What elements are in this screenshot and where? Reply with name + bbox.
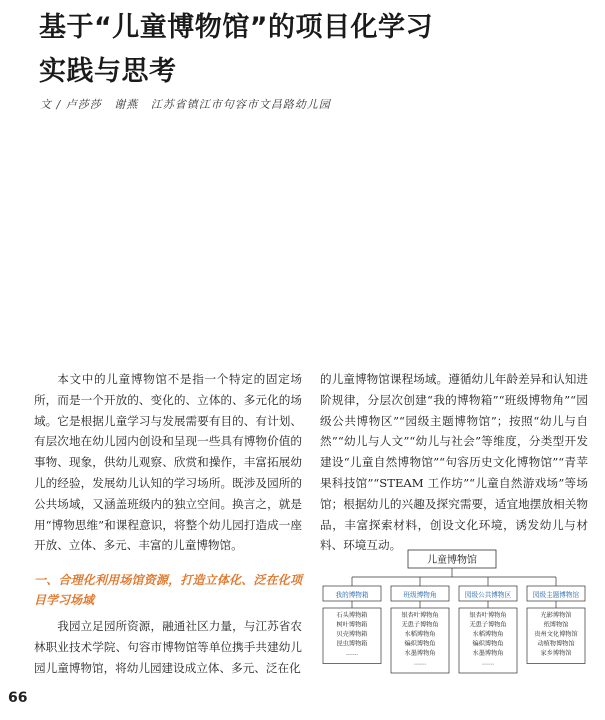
- diagram-item-label: 水稻博物角: [472, 631, 504, 638]
- paragraph-intro: 本文中的儿童博物馆不是指一个特定的固定场所，而是一个开放的、变化的、立体的、多元化的场域。它是根据儿童学习与发展需要有目的、有计划、有层次地在幼儿园内创设和呈现一些具有博物价值的事物、现象，供幼儿观察、欣赏和操作，丰富拓展幼儿的经验，发展幼儿认知的学习场所。既涉及园所的公共场域，又涵盖班级内的独立空间。换言之，就是用“博物思维”和课程意识，将整个幼儿园打造成一座开放、立体、多元、丰富的儿童博物馆。: [34, 372, 302, 553]
- byline: [40, 96, 339, 112]
- diagram-item-label: 编织博物角: [472, 640, 504, 648]
- museum-structure-diagram: [318, 548, 588, 698]
- diagram-item-label: 编织博物角: [404, 640, 436, 648]
- byline-coauthor: 谢燕: [114, 98, 139, 111]
- diagram-item-label: 银杏叶博物角: [401, 612, 439, 619]
- byline-author: 文 / 卢莎莎: [40, 98, 102, 111]
- article-title-line2: 实践与思考: [39, 56, 177, 87]
- diagram-item-label: 无患子博物角: [401, 621, 439, 629]
- diagram-item-label: ……: [413, 659, 427, 667]
- diagram-item-label: ……: [345, 650, 359, 657]
- paragraph-section1: 我园立足园所资源，融通社区力量，与江苏省农林职业技术学院、句容市博物馆等单位携手共建幼儿园儿童博物馆，将幼儿园建设成立体、多元、泛在化: [34, 619, 302, 675]
- diagram-item-label: 石头博物箱: [336, 612, 368, 619]
- section-heading-1: 一、合理化利用场馆资源，打造立体化、泛在化项目学习场域: [34, 573, 302, 608]
- left-column: [34, 369, 302, 679]
- diagram-item-label: 水墨博物角: [404, 650, 436, 657]
- diagram-item-label: 贝壳博物箱: [336, 631, 368, 638]
- diagram-item-label: 水墨博物角: [472, 650, 504, 657]
- diagram-branch-label: 园级主题博物馆: [532, 591, 580, 599]
- diagram-branch-label: 我的博物箱: [335, 591, 369, 599]
- diagram-item-label: 银杏叶博物角: [469, 612, 507, 619]
- article-title-line1: 基于“儿童博物馆”的项目化学习: [39, 12, 433, 43]
- diagram-root-label: 儿童博物馆: [427, 555, 477, 566]
- diagram-item-label: 纸博物馆: [543, 621, 569, 629]
- diagram-item-label: ……: [481, 659, 495, 667]
- diagram-branch-label: 园级公共博物区: [464, 591, 512, 599]
- diagram-item-label: 昆虫博物箱: [336, 640, 368, 648]
- diagram-item-label: 动植物博物馆: [537, 640, 575, 648]
- diagram-item-label: 贵州文化博物馆: [534, 631, 578, 638]
- diagram-item-label: 光影博物馆: [540, 612, 572, 619]
- byline-affiliation: 江苏省镇江市句容市文昌路幼儿园: [150, 98, 331, 111]
- article-title: [39, 6, 599, 94]
- diagram-branches: [323, 577, 585, 673]
- diagram-item-label: 家乡博物馆: [540, 650, 572, 657]
- diagram-item-label: 树叶博物箱: [336, 621, 368, 629]
- diagram-item-label: 无患子博物角: [469, 621, 507, 629]
- diagram-item-label: 水稻博物角: [404, 631, 436, 638]
- paragraph-continued: 的儿童博物馆课程场域。遵循幼儿年龄差异和认知进阶规律，分层次创建“我的博物箱”“班级博物角”“园级公共博物区”“园级主题博物馆”；按照“幼儿与自然”“幼儿与人文”“幼儿与社会”等维度，分类型开发建设“儿童自然博物馆”“句容历史文化博物馆”“青苹果科技馆”“STEAM 工作坊”“儿童自然游戏场”等场馆；根据幼儿的兴趣及探究需要，适宜地摆放相关物品，丰富探索材料，创设文化环境，诱发幼儿与材料、环境互动。: [320, 372, 588, 553]
- diagram-branch-label: 班级博物角: [403, 591, 437, 599]
- page-number: 66: [8, 690, 28, 706]
- right-column: [320, 369, 588, 556]
